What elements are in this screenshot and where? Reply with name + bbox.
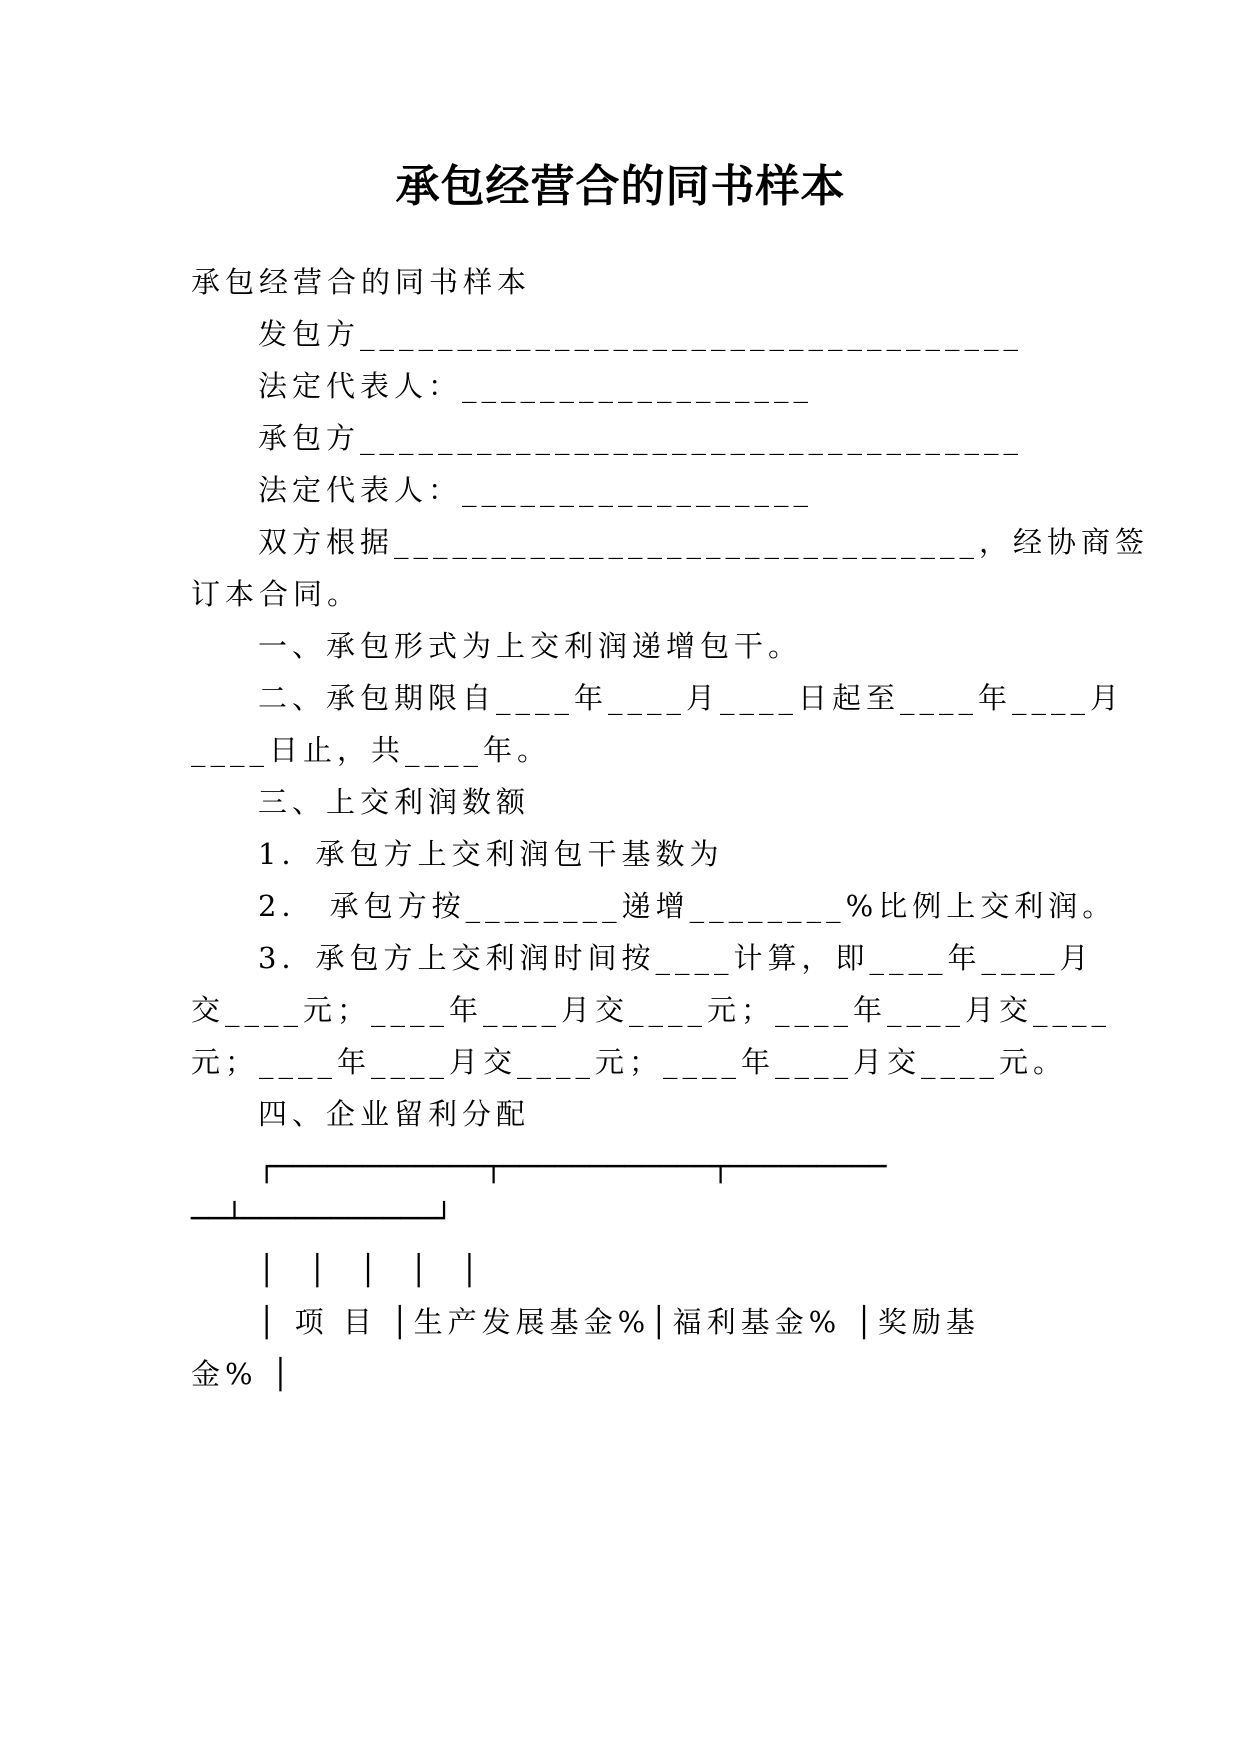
party-b-line: 承包方__________________________________: [258, 421, 1024, 455]
party-b-rep-line: 法定代表人：__________________: [258, 473, 814, 507]
clause-1: 一、承包形式为上交利润递增包干。: [258, 629, 803, 663]
party-a-rep-line: 法定代表人：__________________: [258, 369, 814, 403]
basis-line-cont: 订本合同。: [191, 577, 362, 611]
clause-3: 三、上交利润数额: [258, 785, 531, 819]
doc-heading: 承包经营合的同书样本: [191, 265, 532, 299]
party-a-line: 发包方__________________________________: [258, 317, 1024, 351]
basis-line: 双方根据______________________________，经协商签: [258, 525, 1150, 559]
clause-3-item-3-cont-a: 交____元；____年____月交____元；____年____月交____: [191, 993, 1112, 1027]
table-header-row: │ 项 目 │生产发展基金%│福利基金% │奖励基: [258, 1305, 980, 1339]
clause-3-item-1: 1．承包方上交利润包干基数为: [258, 837, 724, 871]
table-border-top: ┌────────────┬────────────┬─────────: [258, 1149, 887, 1183]
clause-3-item-3: 3．承包方上交利润时间按____计算，即____年____月: [258, 941, 1094, 975]
document-title: 承包经营合的同书样本: [395, 161, 846, 212]
table-border-top-cont: ──┴───────────┘: [191, 1201, 453, 1235]
clause-4: 四、企业留利分配: [258, 1097, 531, 1131]
table-header-row-cont: 金% │: [191, 1357, 295, 1391]
clause-2-cont: ____日止，共____年。: [191, 733, 552, 767]
clause-2: 二、承包期限自____年____月____日起至____年____月: [258, 681, 1125, 715]
clause-3-item-2: 2． 承包方按________递增________%比例上交利润。: [258, 889, 1117, 923]
clause-3-item-3-cont-b: 元；____年____月交____元；____年____月交____元。: [191, 1045, 1068, 1079]
table-border-row: │ │ │ │ │: [258, 1253, 491, 1287]
